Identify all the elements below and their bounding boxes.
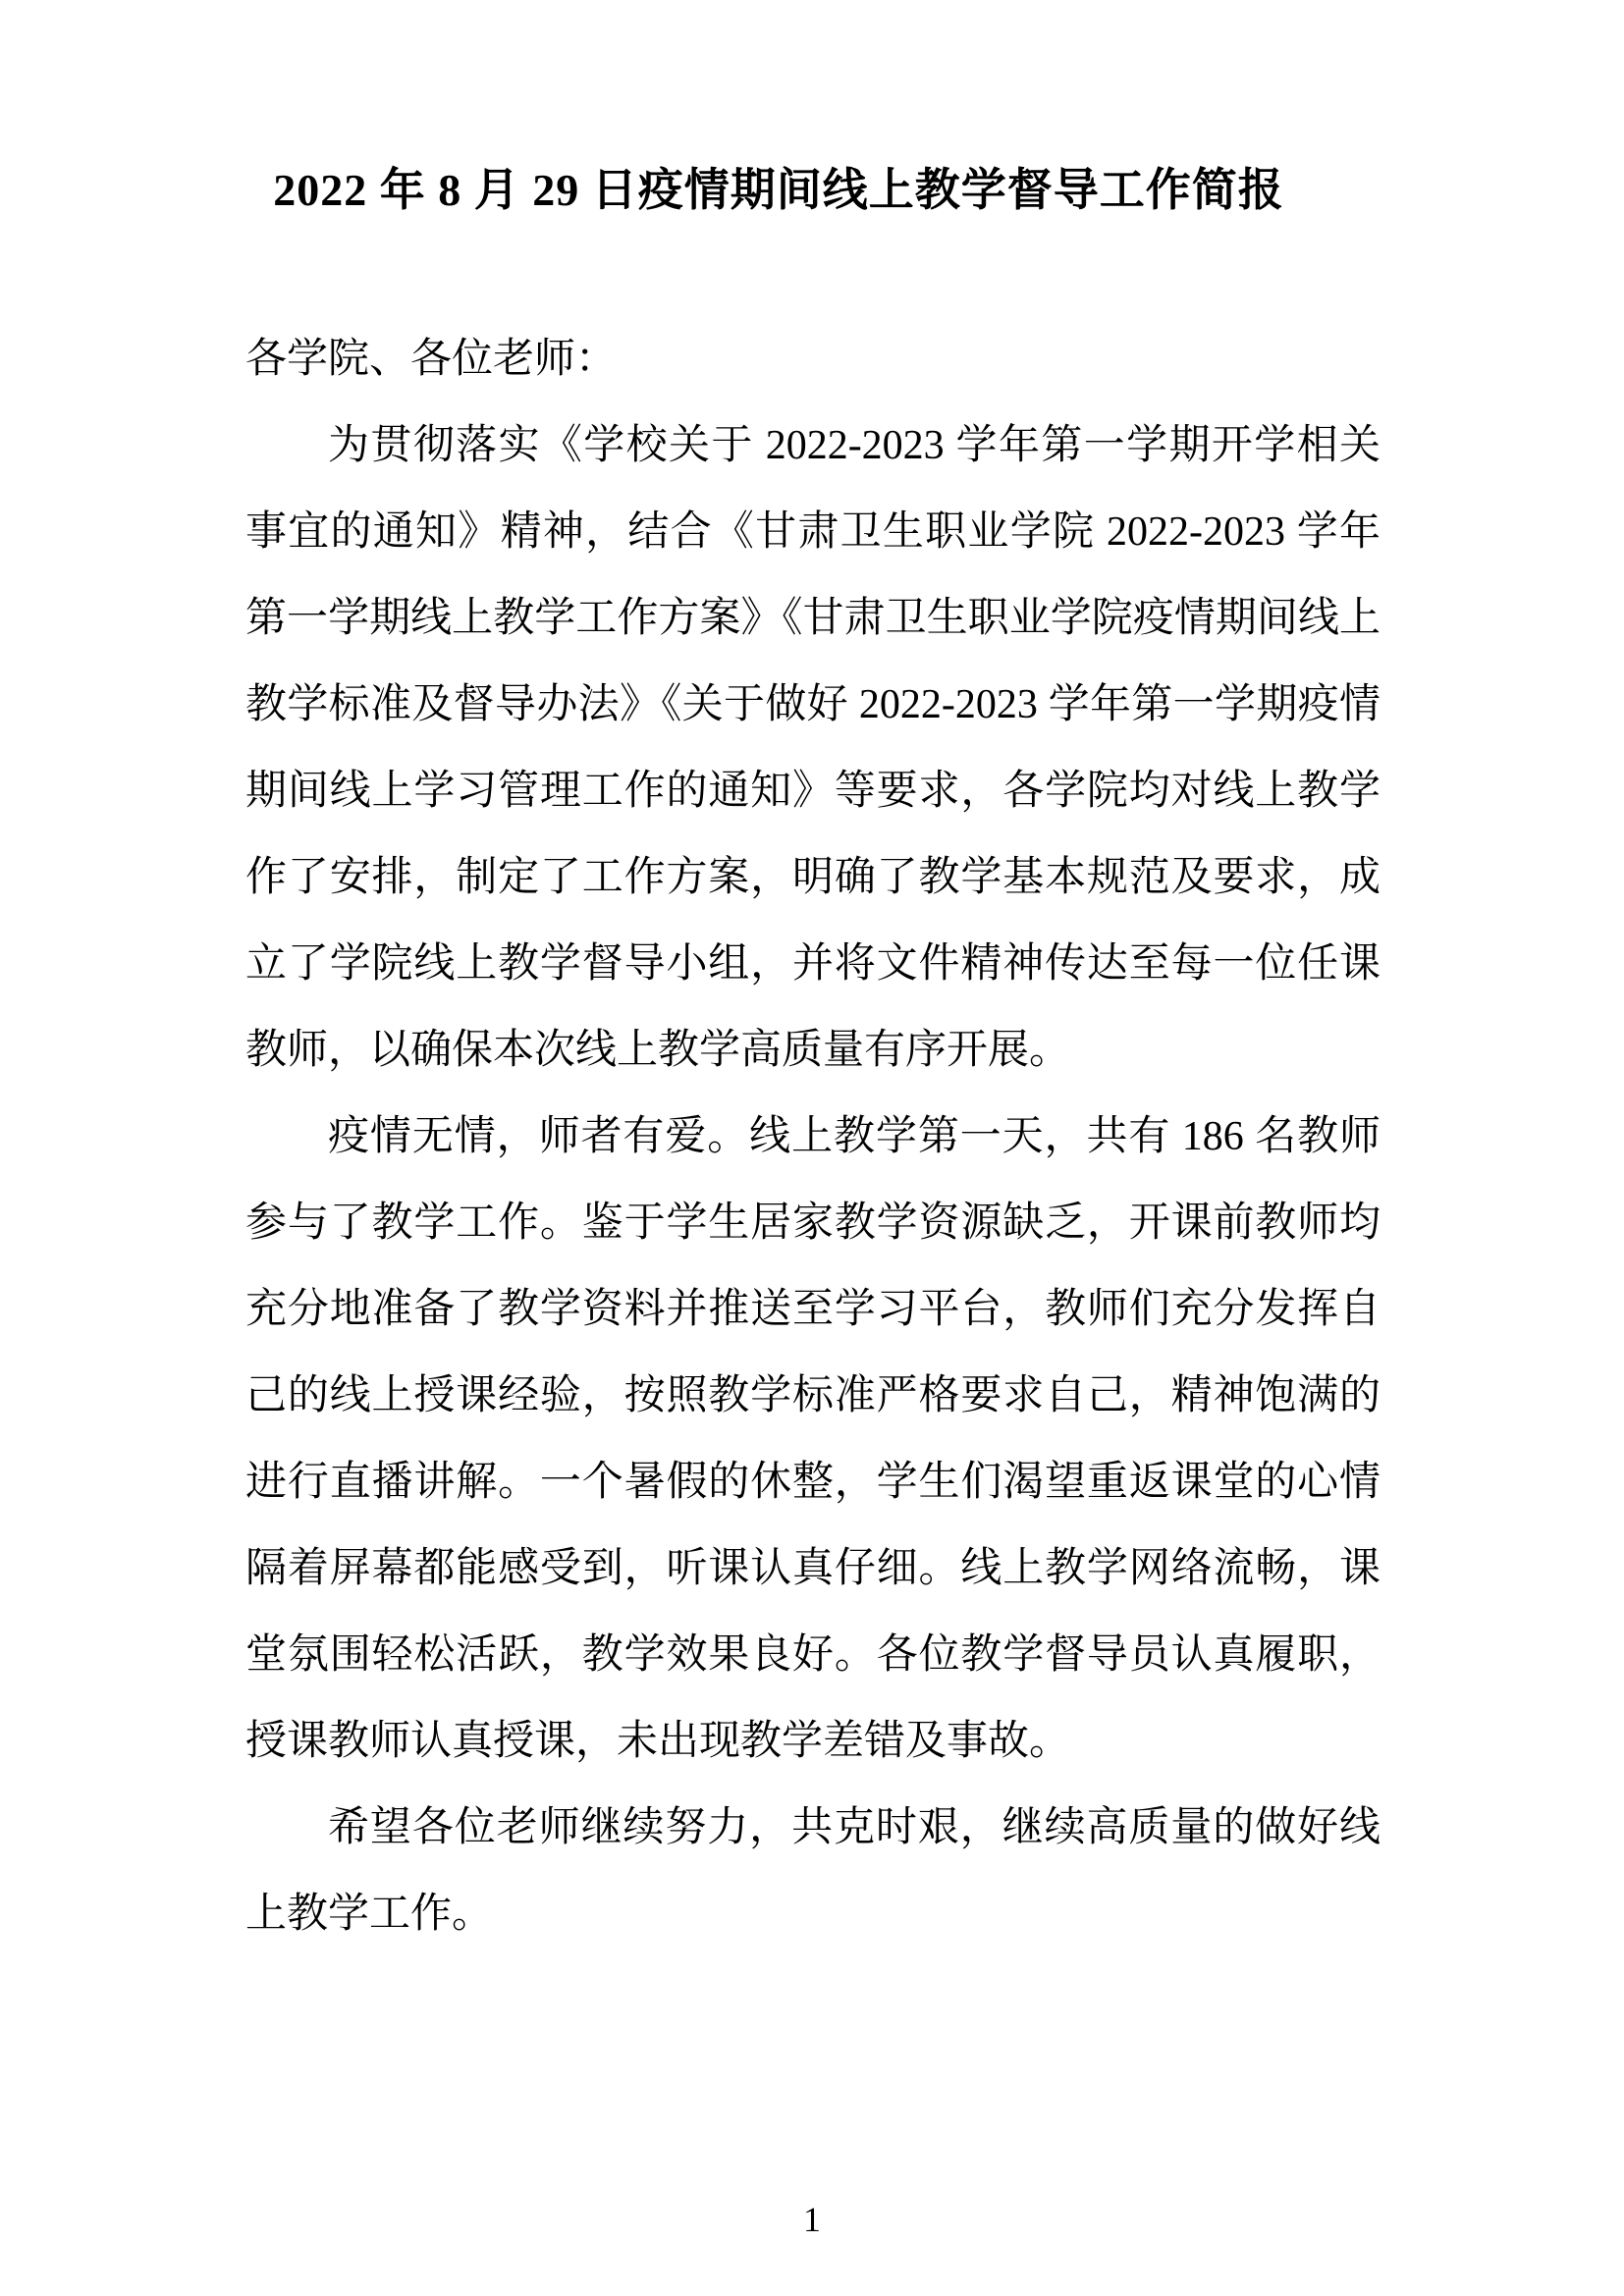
document-title: 2022 年 8 月 29 日疫情期间线上教学督导工作简报	[273, 165, 1284, 215]
page-number: 1	[803, 2200, 821, 2239]
salutation-line: 各学院、各位老师：	[245, 337, 618, 382]
document-body	[245, 316, 1380, 1957]
paragraph-1: 为贯彻落实《学校关于 2022-2023 学年第一学期开学相关事宜的通知》精神，结合《甘肃卫生职业学院 2022-2023 学年第一学期线上教学工作方案》《甘肃卫生职业学院疫情期间线上教学标准及督导办法》《关于做好 2022-2023 学年第一学期疫情期间线上学习管理工作的通知》等要求，各学院均对线上教学作了安排，制定了工作方案，明确了教学基本规范及要求，成立了学院线上教学督导小组，并将文件精神传达至每一位任课教师，以确保本次线上教学高质量有序开展。	[245, 423, 1380, 1073]
paragraph-2: 疫情无情，师者有爱。线上教学第一天，共有 186 名教师参与了教学工作。鉴于学生居家教学资源缺乏，开课前教师均充分地准备了教学资料并推送至学习平台，教师们充分发挥自己的线上授课经验，按照教学标准严格要求自己，精神饱满的进行直播讲解。一个暑假的休整，学生们渴望重返课堂的心情隔着屏幕都能感受到，听课认真仔细。线上教学网络流畅，课堂氛围轻松活跃，教学效果良好。各位教学督导员认真履职，授课教师认真授课，未出现教学差错及事故。	[245, 1114, 1380, 1764]
paragraph-3: 希望各位老师继续努力，共克时艰，继续高质量的做好线上教学工作。	[245, 1805, 1380, 1937]
